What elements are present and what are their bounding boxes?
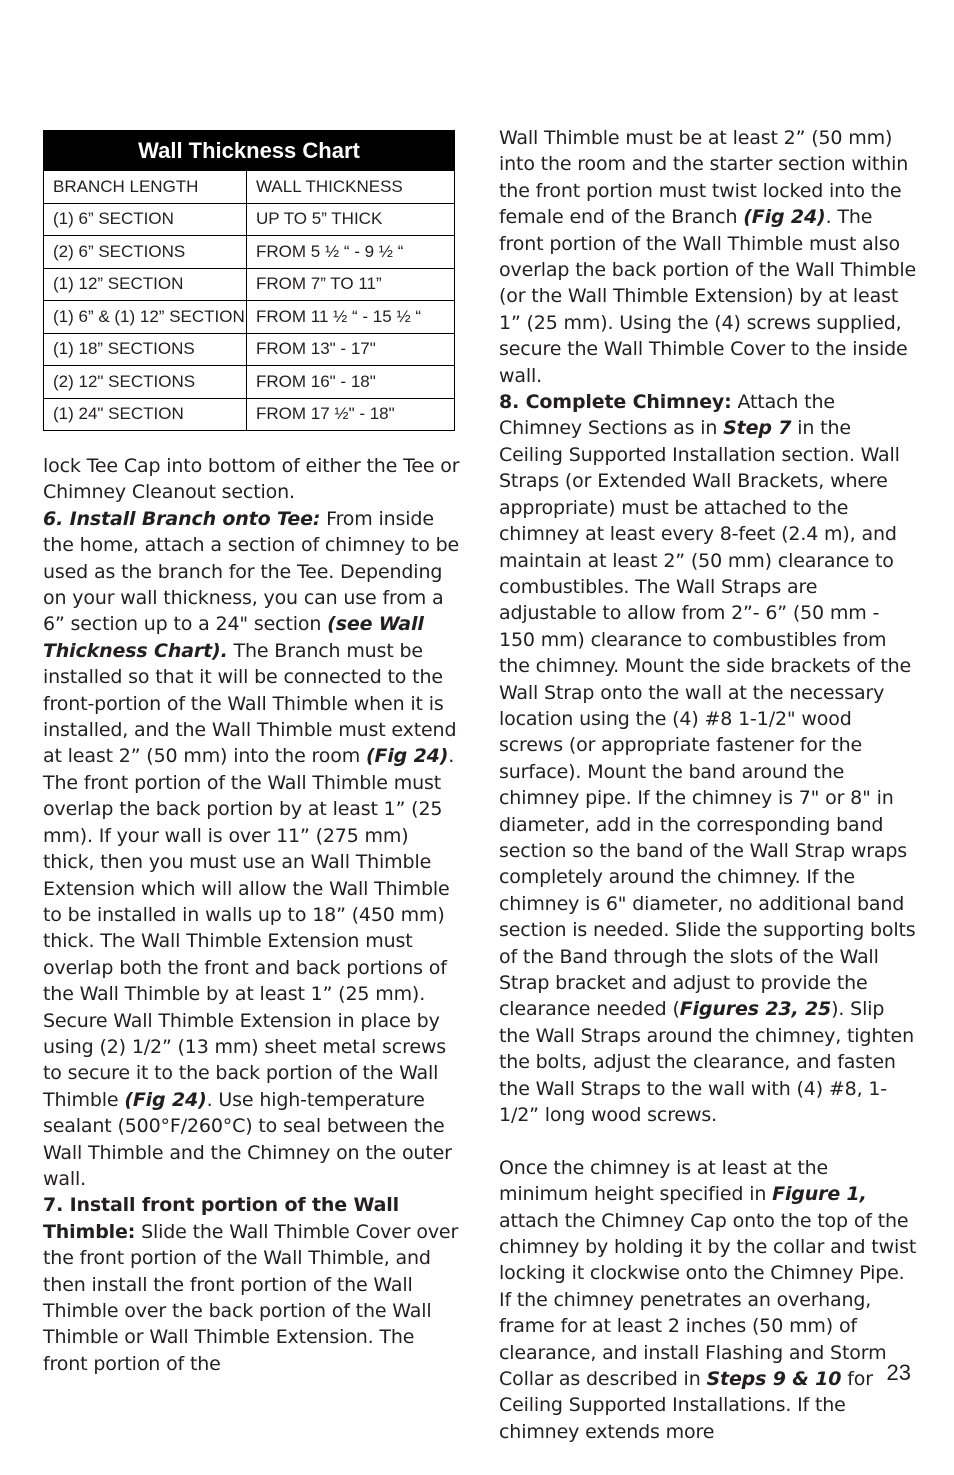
- figure-reference: (Fig 24): [365, 745, 449, 768]
- chart-cell: FROM 13" - 17": [247, 333, 455, 366]
- step-7-paragraph: [43, 1192, 461, 1377]
- chart-cell: FROM 11 ½ “ - 15 ½ “: [247, 301, 455, 334]
- chart-row: [44, 236, 455, 269]
- text: Wall Thimble must be at least 2” (50 mm) into the room and the starter section within the front portion must twist locked into the female end of the Branch: [499, 127, 909, 229]
- chart-title-row: [44, 131, 455, 171]
- chart-cell: (2) 6” SECTIONS: [44, 236, 247, 269]
- text: Attach the Chimney Sections as in: [499, 391, 835, 440]
- text: attach the Chimney Cap onto the top of the chimney by holding it by the collar and twist locking it clockwise onto the Chimney Pipe. If the chimney penetrates an overhang, frame for at least 2 inches (50 mm) of clearance, and install Flashing and Storm Collar as described in: [499, 1209, 917, 1391]
- text: Slide the Wall Thimble Cover over the front portion of the Wall Thimble, and then install the front portion of the Wall Thimble over the back portion of the Wall Thimble or Wall Thimble Extension. The front portion of the: [43, 1220, 459, 1375]
- wall-thickness-chart: [43, 130, 455, 431]
- figure-reference: (Fig 24): [743, 206, 826, 229]
- paragraph-spacer: [499, 1128, 917, 1154]
- step-heading: 8. Complete Chimney:: [499, 391, 732, 414]
- figure-reference: Figures 23, 25: [679, 998, 832, 1021]
- chart-row: [44, 203, 455, 236]
- chart-cell: WALL THICKNESS: [247, 171, 455, 204]
- chart-row: [44, 268, 455, 301]
- chart-row: [44, 301, 455, 334]
- step-heading: 7. Install front portion of the Wall Thimble:: [43, 1194, 399, 1243]
- chart-cell: (1) 18” SECTIONS: [44, 333, 247, 366]
- chart-cell: FROM 17 ½" - 18": [247, 398, 455, 431]
- text: . The front portion of the Wall Thimble must overlap the back portion by at least 1” (25 mm). If your wall is over 11” (275 mm) thick, then you must use an Wall Thimble Extension which will allow the Wall Thimble to be installed in walls up to 18” (450 mm) thick. The Wall Thimble Extension must overlap both the front and back portions of the Wall Thimble by at least 1” (25 mm). Secure Wall Thimble Extension in place by using (2) 1/2” (13 mm) sheet metal screws to secure it to the back portion of the Wall Thimble: [43, 745, 455, 1111]
- chart-cell: (1) 24" SECTION: [44, 398, 247, 431]
- paragraph: [499, 125, 917, 389]
- chart-cell: (2) 12" SECTIONS: [44, 366, 247, 399]
- chart-row: [44, 171, 455, 204]
- chart-row: [44, 366, 455, 399]
- right-column-text: [499, 125, 917, 1445]
- step-6-paragraph: [43, 506, 461, 1193]
- page-number: 23: [886, 1360, 911, 1385]
- chart-cell: BRANCH LENGTH: [44, 171, 247, 204]
- left-column-text: [43, 453, 461, 1377]
- figure-reference: (Fig 24): [124, 1088, 207, 1111]
- text: ). Slip the Wall Straps around the chimney, tighten the bolts, adjust the clearance, and fasten the Wall Straps to the wall with (4) #8, 1-1/2” long wood screws.: [499, 998, 914, 1127]
- text: lock Tee Cap into bottom of either the Tee or Chimney Cleanout section.: [43, 455, 460, 504]
- chart-cell: FROM 7” TO 11”: [247, 268, 455, 301]
- step-heading: 6. Install Branch onto Tee:: [43, 507, 321, 530]
- text: in the Ceiling Supported Installation section. Wall Straps (or Extended Wall Brackets, where appropriate) must be attached to the chimney at least every 8-feet (2.4 m), and maintain at least 2” (50 mm) clearance to combustibles. The Wall Straps are adjustable to allow from 2”- 6” (50 mm - 150 mm) clearance to combustibles from the chimney. Mount the side brackets of the Wall Strap onto the wall at the necessary location using the (4) #8 1-1/2" wood screws (or appropriate fastener for the surface). Mount the band around the chimney pipe. If the chimney is 7" or 8" in diameter, add in the corresponding band section so the band of the Wall Strap wraps completely around the chimney. If the chimney is 6" diameter, no additional band section is needed. Slide the supporting bolts of the Band through the slots of the Wall Strap bracket and adjust to provide the clearance needed (: [499, 417, 916, 1021]
- text: for Ceiling Supported Installations. If the chimney extends more: [499, 1368, 873, 1443]
- text: . Use high-temperature sealant (500°F/260°C) to seal between the Wall Thimble and the Chimney on the outer wall.: [43, 1088, 452, 1190]
- chart-cell: (1) 6” & (1) 12” SECTION: [44, 301, 247, 334]
- chart-cell: FROM 16" - 18": [247, 366, 455, 399]
- figure-reference: Figure 1,: [772, 1183, 867, 1206]
- chart-row: [44, 398, 455, 431]
- chart-cell: FROM 5 ½ “ - 9 ½ “: [247, 236, 455, 269]
- chart-row: [44, 333, 455, 366]
- paragraph: [43, 453, 461, 506]
- step-8-paragraph: [499, 389, 917, 1128]
- chart-title: Wall Thickness Chart: [44, 131, 455, 171]
- step-reference: Step 7: [723, 417, 792, 440]
- chart-cell: (1) 12” SECTION: [44, 268, 247, 301]
- text: The Branch must be installed so that it will be connected to the front-portion of the Wall Thimble when it is installed, and the Wall Thimble must extend at least 2” (50 mm) into the room: [43, 639, 457, 768]
- step-reference: Steps 9 & 10: [706, 1368, 842, 1391]
- chart-reference: (see Wall Thickness Chart).: [43, 613, 424, 662]
- chart-cell: (1) 6” SECTION: [44, 203, 247, 236]
- text: . The front portion of the Wall Thimble must also overlap the back portion of the Wall Thimble (or the Wall Thimble Extension) by at least 1” (25 mm). Using the (4) screws supplied, secure the Wall Thimble Cover to the inside wall.: [499, 206, 916, 387]
- chart-cell: UP TO 5” THICK: [247, 203, 455, 236]
- paragraph: [499, 1155, 917, 1445]
- text: From inside the home, attach a section of chimney to be used as the branch for the Tee. Depending on your wall thickness, you can use from a 6” section up to a 24" section: [43, 507, 460, 636]
- text: Once the chimney is at least at the minimum height specified in: [499, 1156, 829, 1206]
